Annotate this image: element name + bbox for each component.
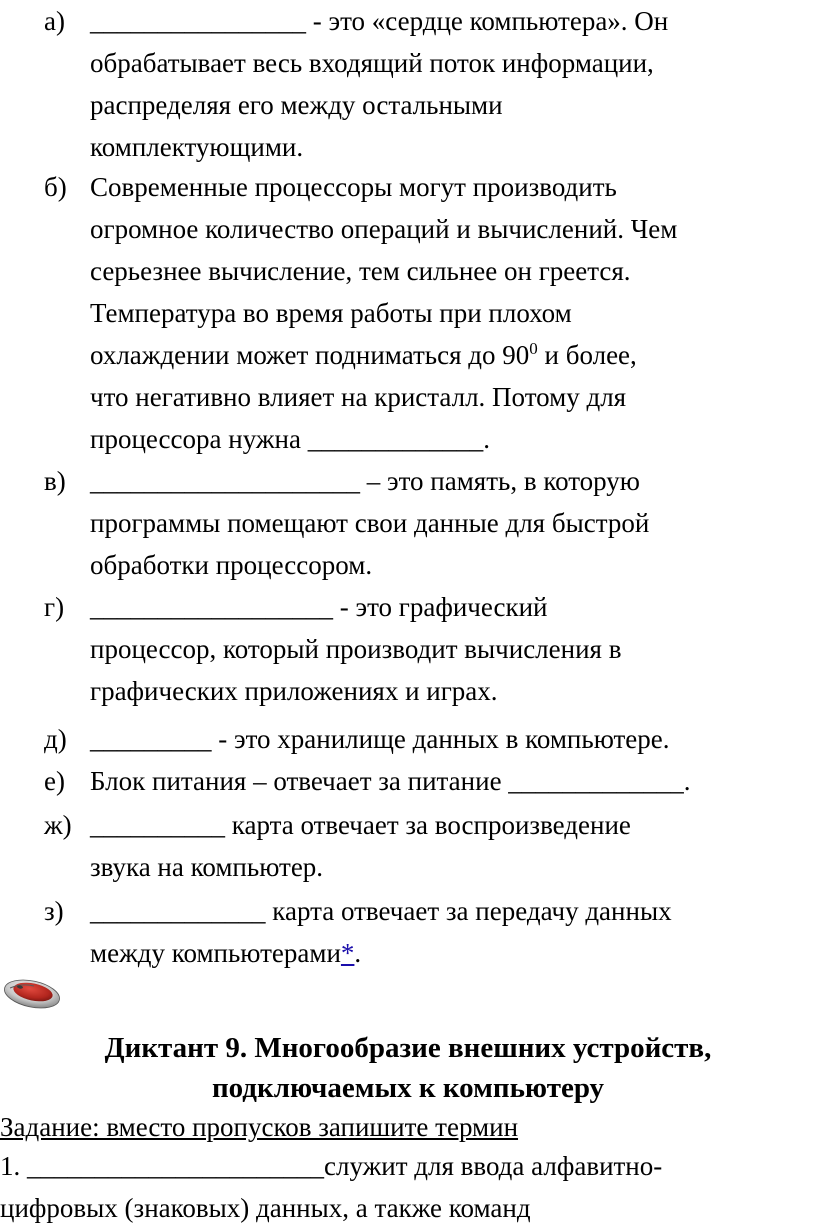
answer-blank: ________________	[90, 6, 306, 36]
answer-blank: _________	[90, 724, 212, 754]
item-text: процессора нужна _____________.	[90, 424, 490, 454]
item-text: Современные процессоры могут производить	[90, 172, 617, 202]
list-marker: е)	[44, 766, 65, 796]
item-number: 1.	[0, 1151, 21, 1181]
task-instruction: Задание: вместо пропусков запишите термин	[0, 1112, 519, 1142]
item-text: .	[354, 938, 362, 968]
item-text: звука на компьютер.	[90, 852, 324, 882]
item-text: - это графический	[333, 592, 548, 622]
item-text: - это хранилище данных в компьютере.	[211, 724, 670, 754]
answer-blank: _____________	[90, 896, 266, 926]
footnote-link[interactable]: *	[340, 938, 355, 968]
list-marker: а)	[44, 6, 65, 36]
item-text: – это память, в которую	[360, 466, 640, 496]
degree-superscript: 0	[529, 339, 538, 358]
item-text: обрабатывает весь входящий поток информации,	[90, 48, 654, 78]
computer-mouse-icon	[0, 968, 64, 1012]
item-text: - это «сердце компьютера». Он	[312, 6, 669, 36]
item-text: охлаждении может подниматься до 90	[90, 340, 530, 370]
item-text: комплектующими.	[90, 132, 304, 162]
list-marker: д)	[44, 724, 67, 754]
list-marker: г)	[44, 592, 65, 622]
item-text: графических приложениях и играх.	[90, 676, 498, 706]
dictation-heading-line1: Диктант 9. Многообразие внешних устройств,	[104, 1032, 712, 1064]
item-text: обработки процессором.	[90, 550, 373, 580]
item-text: процессор, который производит вычисления в	[90, 634, 622, 664]
answer-blank: __________	[90, 810, 225, 840]
list-marker: з)	[44, 896, 64, 926]
item-text: что негативно влияет на кристалл. Потому для	[90, 382, 627, 412]
item-text: серьезнее вычисление, тем сильнее он греется.	[90, 256, 631, 286]
item-text: служит для ввода алфавитно-	[324, 1151, 663, 1181]
list-marker: ж)	[44, 810, 72, 840]
item-text: карта отвечает за передачу данных	[265, 896, 672, 926]
answer-blank: ______________________	[27, 1151, 324, 1181]
item-text: и более,	[537, 340, 637, 370]
item-text: Температура во время работы при плохом	[90, 298, 572, 328]
list-marker: в)	[44, 466, 66, 496]
answer-blank: ____________________	[90, 466, 360, 496]
item-text: карта отвечает за воспроизведение	[225, 810, 631, 840]
item-text: программы помещают свои данные для быстрой	[90, 508, 650, 538]
list-marker: б)	[44, 172, 67, 202]
answer-blank: __________________	[90, 592, 333, 622]
item-text: между компьютерами	[90, 938, 341, 968]
item-text: распределяя его между остальными	[90, 90, 503, 120]
numbered-item-1	[0, 1146, 662, 1230]
item-text: цифровых (знаковых) данных, а также команд	[0, 1193, 531, 1223]
dictation-heading-line2: подключаемых к компьютеру	[211, 1072, 605, 1104]
item-text: Блок питания – отвечает за питание _____________.	[90, 766, 691, 796]
item-text: огромное количество операций и вычислений. Чем	[90, 214, 678, 244]
